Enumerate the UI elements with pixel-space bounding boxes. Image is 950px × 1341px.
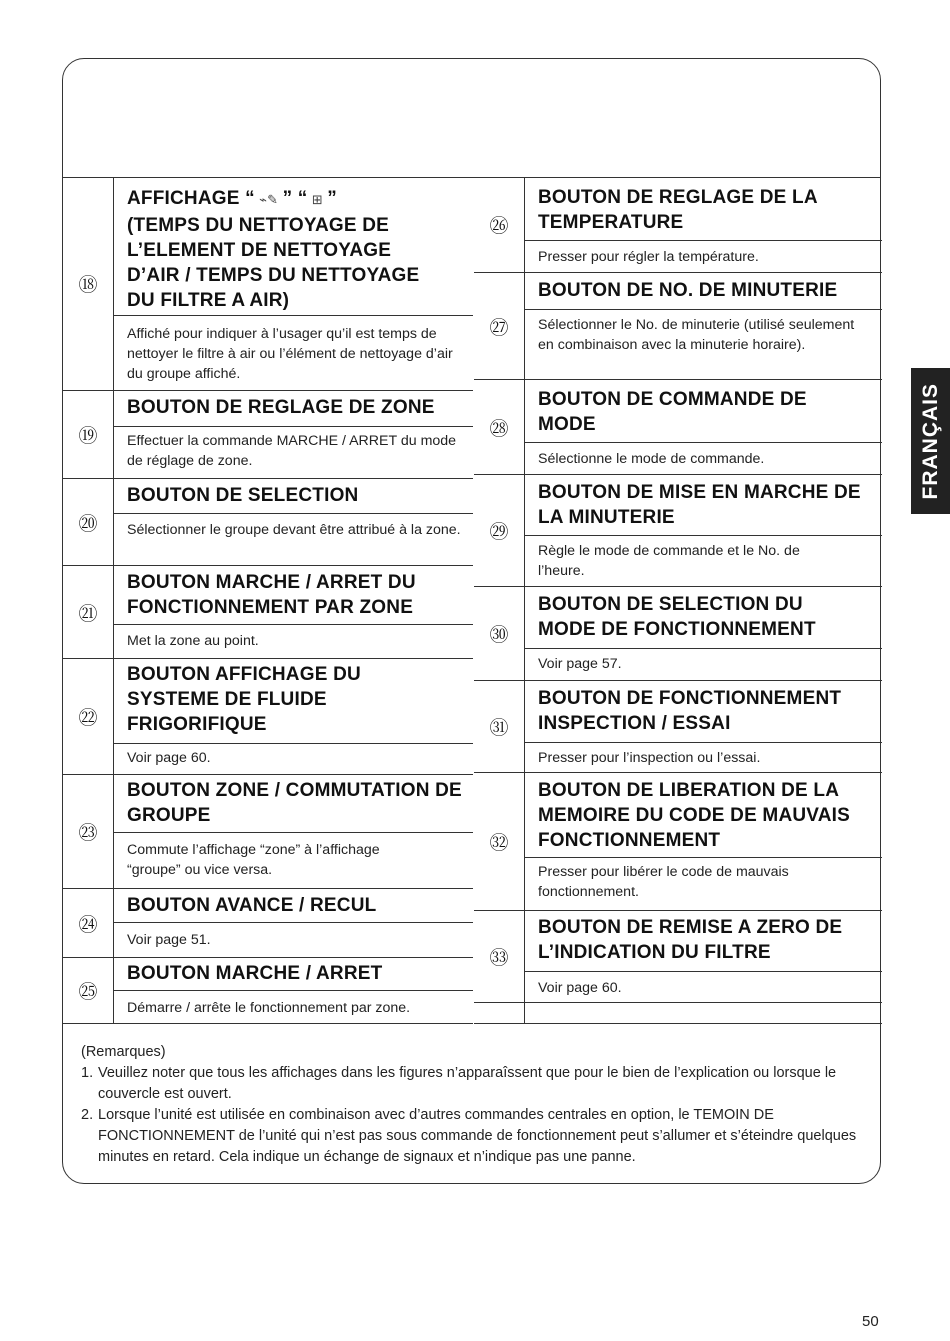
item-description: Presser pour régler la température. <box>538 249 759 265</box>
item-23 <box>63 775 473 889</box>
item-title: BOUTON DE COMMANDE DE MODE <box>538 389 807 435</box>
item-title: BOUTON DE FONCTIONNEMENT INSPECTION / ESSAI <box>538 688 842 734</box>
item-description: Met la zone au point. <box>127 633 259 649</box>
item-title: BOUTON ZONE / COMMUTATION DE GROUPE <box>127 780 462 826</box>
item-30 <box>474 587 882 681</box>
cleaning-element-icon: ⌁✎ <box>254 193 283 208</box>
item-title: AFFICHAGE “ ⌁✎ ” “ ⊞ ” (TEMPS DU NETTOYAGE DE L’ELEMENT DE NETTOYAGE D’AIR / TEMPS DU NETTOYAGE DU FILTRE A AIR) <box>127 188 420 311</box>
item-18 <box>63 177 473 391</box>
item-number: ㉒ <box>78 707 98 729</box>
item-number: ⑳ <box>78 512 98 535</box>
item-number: ㉝ <box>489 947 509 969</box>
item-description: Sélectionner le groupe devant être attribué à la zone. <box>127 522 461 538</box>
item-description: Démarre / arrête le fonctionnement par zone. <box>127 1000 411 1016</box>
item-32 <box>474 773 882 911</box>
item-description: Voir page 57. <box>538 656 622 672</box>
item-number: ㉙ <box>489 521 509 543</box>
item-description: Règle le mode de commande et le No. de l’heure. <box>538 543 800 579</box>
item-number: ㉚ <box>489 624 509 646</box>
item-number: ㉘ <box>489 417 509 440</box>
item-number: ㉕ <box>78 981 98 1003</box>
item-28 <box>474 380 882 475</box>
item-title: BOUTON DE REGLAGE DE ZONE <box>127 397 435 418</box>
item-description: Affiché pour indiquer à l’usager qu’il est temps de nettoyer le filtre à air ou l’élément de nettoyage d’air du groupe affiché. <box>127 326 453 382</box>
item-description: Presser pour libérer le code de mauvais fonctionnement. <box>538 864 789 900</box>
item-number: ㉗ <box>489 316 509 339</box>
item-20 <box>63 479 473 566</box>
item-number: ㉔ <box>78 913 98 936</box>
item-description: Effectuer la commande MARCHE / ARRET du mode de réglage de zone. <box>127 433 457 469</box>
item-title: BOUTON MARCHE / ARRET <box>127 963 383 984</box>
item-description: Voir page 60. <box>538 980 622 996</box>
item-21 <box>63 566 473 659</box>
item-title: BOUTON DE REMISE A ZERO DE L’INDICATION DU FILTRE <box>538 917 843 963</box>
item-description: Sélectionne le mode de commande. <box>538 451 765 467</box>
item-27 <box>474 273 882 380</box>
item-title: BOUTON DE SELECTION <box>127 485 359 506</box>
item-number: ㉖ <box>489 215 509 237</box>
page-number: 50 <box>862 1313 879 1330</box>
item-title: BOUTON DE SELECTION DU MODE DE FONCTIONNEMENT <box>538 594 816 640</box>
item-description: Commute l’affichage “zone” à l’affichage “groupe” ou vice versa. <box>127 842 380 878</box>
item-22 <box>63 659 473 775</box>
remarks-heading: (Remarques) <box>81 1044 166 1060</box>
item-number: ㉑ <box>78 602 98 625</box>
right-filler-row <box>474 1003 882 1024</box>
language-tab: FRANÇAIS <box>911 368 950 514</box>
item-26 <box>474 177 882 273</box>
item-title: BOUTON AVANCE / RECUL <box>127 895 377 916</box>
item-31 <box>474 681 882 773</box>
item-title: BOUTON DE NO. DE MINUTERIE <box>538 280 838 301</box>
item-title: BOUTON AFFICHAGE DU SYSTEME DE FLUIDE FRIGORIFIQUE <box>127 664 361 735</box>
remark-item: 2. Lorsque l’unité est utilisée en combinaison avec d’autres commandes centrales en option, le TEMOIN DE FONCTIONNEMENT de l’unité qui n’est pas sous commande de fonctionnement peut s’allumer et s’éteindre quelques minutes en retard. Cela indique un échange de signaux et n’indique pas une panne. <box>81 1107 857 1165</box>
item-description: Sélectionner le No. de minuterie (utilisé seulement en combinaison avec la minuterie horaire). <box>538 317 855 353</box>
item-33 <box>474 911 882 1003</box>
remark-item: 1. Veuillez noter que tous les affichages dans les figures n’apparaîssent que pour le bien de l’explication ou lorsque le couvercle est ouvert. <box>81 1065 837 1102</box>
item-29 <box>474 475 882 587</box>
item-title: BOUTON DE LIBERATION DE LA MEMOIRE DU CODE DE MAUVAIS FONCTIONNEMENT <box>538 780 851 851</box>
item-number: ㉛ <box>489 717 509 739</box>
item-number: ⑲ <box>78 425 98 447</box>
item-title: BOUTON MARCHE / ARRET DU FONCTIONNEMENT PAR ZONE <box>127 572 416 618</box>
item-number: ⑱ <box>78 274 98 296</box>
item-description: Presser pour l’inspection ou l’essai. <box>538 750 761 766</box>
item-title: BOUTON DE REGLAGE DE LA TEMPERATURE <box>538 187 818 233</box>
item-number: ㉜ <box>489 832 509 854</box>
remarks-section <box>81 1042 861 1168</box>
item-number: ㉓ <box>78 822 98 844</box>
item-description: Voir page 60. <box>127 750 211 766</box>
item-description: Voir page 51. <box>127 932 211 948</box>
item-title: BOUTON DE MISE EN MARCHE DE LA MINUTERIE <box>538 482 861 528</box>
filter-icon: ⊞ <box>307 193 328 208</box>
item-25 <box>63 958 473 1024</box>
item-24 <box>63 889 473 958</box>
item-19 <box>63 391 473 479</box>
